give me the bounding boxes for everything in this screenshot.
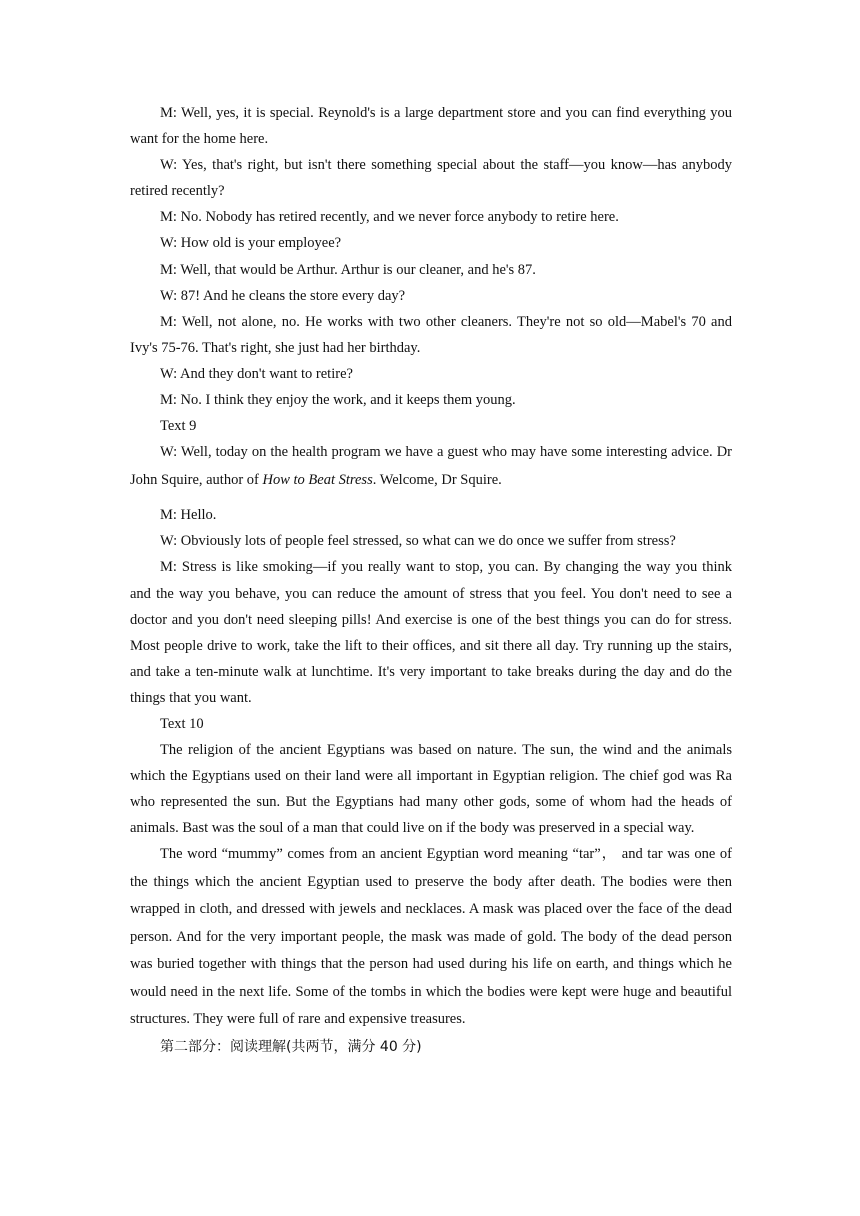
dialogue-line: M: Well, yes, it is special. Reynold's is a large department store and you can find everything you want for the home here.	[130, 105, 732, 148]
passage-paragraph: The religion of the ancient Egyptians was based on nature. The sun, the wind and the animals which the Egyptians used on their land were all important in Egyptian religion. The chief god was Ra who represented the sun. But the Egyptians had many other gods, some of whom had the heads of animals. Bast was the soul of a man that could live on if the body was preserved in a special way.	[130, 742, 732, 837]
intro-text-after: . Welcome, Dr Squire.	[372, 471, 502, 488]
document-page	[130, 100, 732, 1060]
dialogue-line: W: And they don't want to retire?	[160, 365, 353, 382]
dialogue-line: M: Hello.	[160, 507, 217, 524]
section-heading: 第二部分：阅读理解(共两节，满分 40 分)	[160, 1038, 422, 1055]
dialogue-line: M: Well, not alone, no. He works with two other cleaners. They're not so old—Mabel's 70 and Ivy's 75-76. That's right, she just had her birthday.	[130, 313, 732, 356]
text-heading: Text 9	[160, 418, 197, 435]
dialogue-line: M: No. Nobody has retired recently, and we never force anybody to retire here.	[160, 209, 619, 226]
dialogue-line: W: Obviously lots of people feel stressed, so what can we do once we suffer from stress?	[160, 533, 676, 550]
dialogue-line: M: Well, that would be Arthur. Arthur is our cleaner, and he's 87.	[160, 261, 536, 278]
passage-paragraph: The word “mummy” comes from an ancient Egyptian word meaning “tar”， and tar was one of the things which the ancient Egyptian used to preserve the body after death. The bodies were then wrapped in cloth, and dressed with jewels and necklaces. A mask was placed over the face of the dead person. And for the very important people, the mask was made of gold. The body of the dead person was buried together with things that the person had used during his life on earth, and things which he would need in the next life. Some of the tombs in which the bodies were kept were huge and beautiful structures. They were full of rare and expensive treasures.	[130, 846, 732, 1028]
dialogue-line: W: Yes, that's right, but isn't there something special about the staff—you know—has anybody retired recently?	[130, 157, 732, 200]
dialogue-line: M: No. I think they enjoy the work, and it keeps them young.	[160, 392, 516, 409]
dialogue-line: W: How old is your employee?	[160, 235, 342, 252]
text-heading: Text 10	[160, 715, 204, 732]
book-title: How to Beat Stress	[262, 471, 373, 488]
intro-text-before: W: Well, today on the health program we have a guest who may have some interesting advice. Dr John Squire, author of	[130, 444, 732, 488]
dialogue-line-intro	[130, 439, 732, 494]
dialogue-line: W: 87! And he cleans the store every day?	[160, 287, 406, 304]
dialogue-line: M: Stress is like smoking—if you really want to stop, you can. By changing the way you think and the way you behave, you can reduce the amount of stress that you feel. You don't need to see a doctor and you don't need sleeping pills! And exercise is one of the best things you can do for stress. Most people drive to work, take the lift to their offices, and sit there all day. Try running up the stairs, and take a ten-minute walk at lunchtime. It's very important to take breaks during the day and do the things that you want.	[130, 559, 732, 706]
